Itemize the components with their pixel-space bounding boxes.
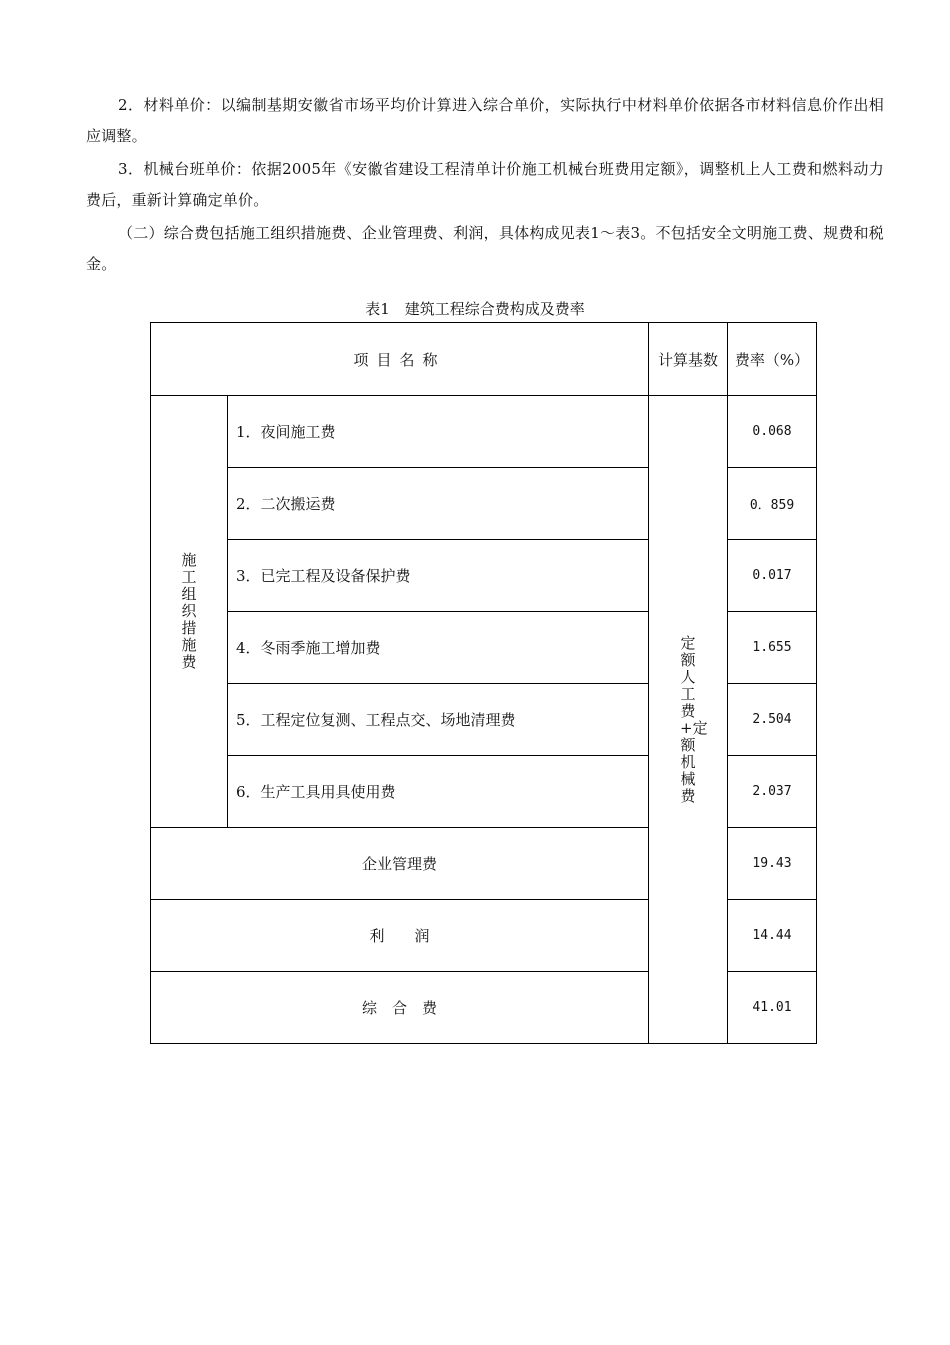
fee-rate-table <box>150 322 817 1044</box>
item-label: 6．生产工具用具使用费 <box>228 756 649 828</box>
total-fee-label: 综 合 费 <box>151 972 649 1044</box>
paragraph-machine-shift-price: 3．机械台班单价：依据2005年《安徽省建设工程清单计价施工机械台班费用定额》，调整机上人工费和燃料动力费后，重新计算确定单价。 <box>86 160 884 209</box>
group-label-cell <box>151 396 228 828</box>
item-rate: 2.037 <box>728 756 817 828</box>
item-rate: 1.655 <box>728 612 817 684</box>
item-rate: 0.068 <box>728 396 817 468</box>
item-rate: 0.017 <box>728 540 817 612</box>
paragraph-comprehensive-fee: （二）综合费包括施工组织措施费、企业管理费、利润，具体构成见表1～表3。不包括安全文明施工费、规费和税金。 <box>86 224 884 273</box>
group-label: 施工组织措施费 <box>181 551 197 671</box>
table-header-row <box>151 323 817 396</box>
item-rate: 0．859 <box>728 468 817 540</box>
table-row <box>151 396 817 468</box>
total-fee-rate: 41.01 <box>728 972 817 1044</box>
table-caption: 表1 建筑工程综合费构成及费率 <box>365 300 585 318</box>
item-label: 4．冬雨季施工增加费 <box>228 612 649 684</box>
management-fee-label: 企业管理费 <box>151 828 649 900</box>
header-fee-rate: 费率（%） <box>728 323 817 396</box>
item-rate: 2.504 <box>728 684 817 756</box>
management-fee-rate: 19.43 <box>728 828 817 900</box>
item-label: 2．二次搬运费 <box>228 468 649 540</box>
item-label: 3．已完工程及设备保护费 <box>228 540 649 612</box>
profit-rate: 14.44 <box>728 900 817 972</box>
paragraph-material-price: 2．材料单价：以编制基期安徽省市场平均价计算进入综合单价，实际执行中材料单价依据各市材料信息价作出相应调整。 <box>86 96 884 145</box>
calc-base-value: 定额人工费+定额机械费 <box>680 633 708 805</box>
profit-label: 利 润 <box>151 900 649 972</box>
header-project-name: 项目名称 <box>151 323 649 396</box>
item-label: 1．夜间施工费 <box>228 396 649 468</box>
header-calc-base: 计算基数 <box>649 323 728 396</box>
calc-base-cell <box>649 396 728 1044</box>
item-label: 5．工程定位复测、工程点交、场地清理费 <box>228 684 649 756</box>
